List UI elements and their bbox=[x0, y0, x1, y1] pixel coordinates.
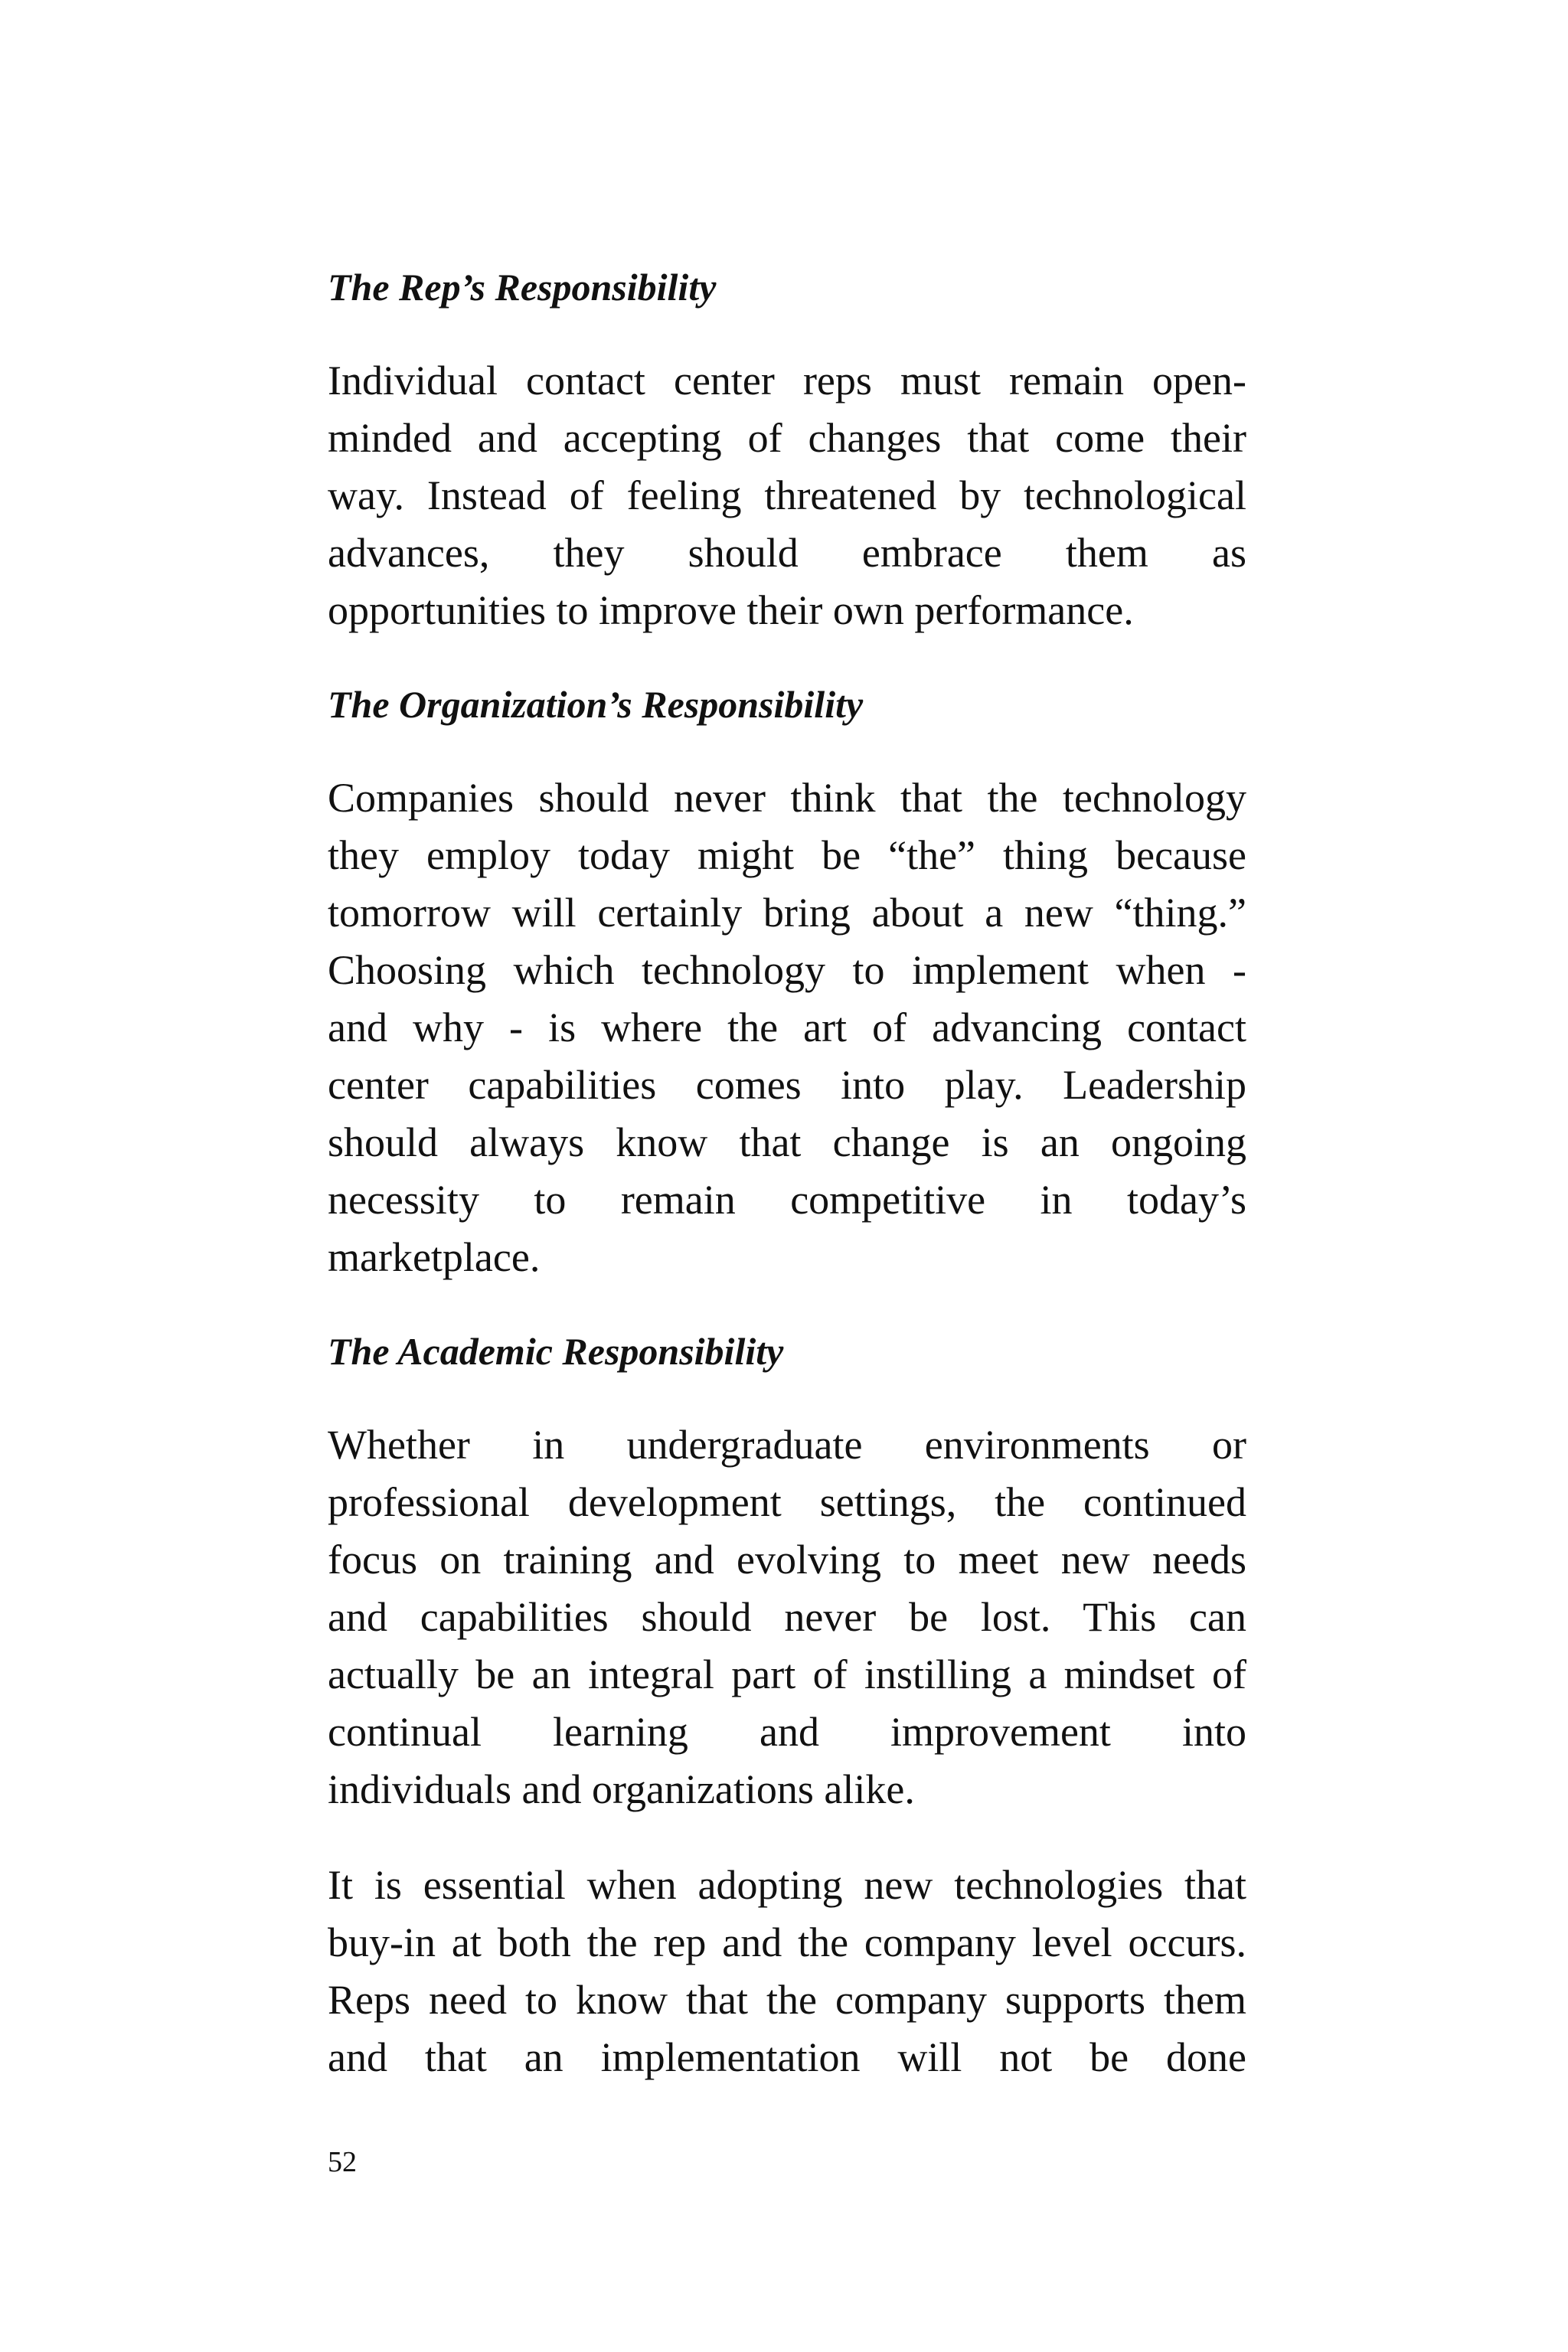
text-line: It is essential when adopting new technologies that bbox=[328, 1862, 1246, 1908]
text-line: opportunities to improve their own performance. bbox=[328, 587, 1134, 633]
text-line: advances, they should embrace them as bbox=[328, 530, 1246, 576]
text-line: necessity to remain competitive in today’s bbox=[328, 1177, 1246, 1223]
paragraph-closing bbox=[328, 1857, 1246, 2086]
text-line: actually be an integral part of instilling a mindset of bbox=[328, 1651, 1246, 1697]
text-line: Companies should never think that the technology bbox=[328, 775, 1246, 821]
text-line: minded and accepting of changes that come their bbox=[328, 415, 1246, 461]
text-line: tomorrow will certainly bring about a new “thing.” bbox=[328, 890, 1246, 936]
section-heading-academic: The Academic Responsibility bbox=[328, 1330, 784, 1373]
text-line: buy-in at both the rep and the company level occurs. bbox=[328, 1919, 1246, 1965]
text-line: and why - is where the art of advancing contact bbox=[328, 1004, 1246, 1050]
text-line: continual learning and improvement into bbox=[328, 1709, 1246, 1755]
text-line: and capabilities should never be lost. This can bbox=[328, 1594, 1246, 1640]
text-line: should always know that change is an ongoing bbox=[328, 1119, 1246, 1165]
paragraph-academic bbox=[328, 1416, 1246, 1818]
text-line: Choosing which technology to implement when - bbox=[328, 947, 1246, 993]
text-line: they employ today might be “the” thing because bbox=[328, 832, 1246, 878]
text-line: professional development settings, the continued bbox=[328, 1479, 1246, 1525]
text-line: Whether in undergraduate environments or bbox=[328, 1422, 1246, 1468]
text-line: way. Instead of feeling threatened by technological bbox=[328, 472, 1246, 518]
page-number: 52 bbox=[328, 2146, 357, 2178]
text-line: Individual contact center reps must remain open- bbox=[328, 358, 1246, 403]
text-line: individuals and organizations alike. bbox=[328, 1766, 915, 1812]
paragraph-organization bbox=[328, 769, 1246, 1286]
text-line: center capabilities comes into play. Leadership bbox=[328, 1062, 1246, 1108]
section-heading-organization: The Organization’s Responsibility bbox=[328, 683, 864, 726]
text-line: and that an implementation will not be done bbox=[328, 2034, 1246, 2080]
text-line: marketplace. bbox=[328, 1234, 541, 1280]
section-heading-rep: The Rep’s Responsibility bbox=[328, 266, 717, 309]
text-line: Reps need to know that the company supports them bbox=[328, 1977, 1246, 2023]
text-line: focus on training and evolving to meet new needs bbox=[328, 1537, 1246, 1583]
paragraph-rep bbox=[328, 352, 1246, 639]
